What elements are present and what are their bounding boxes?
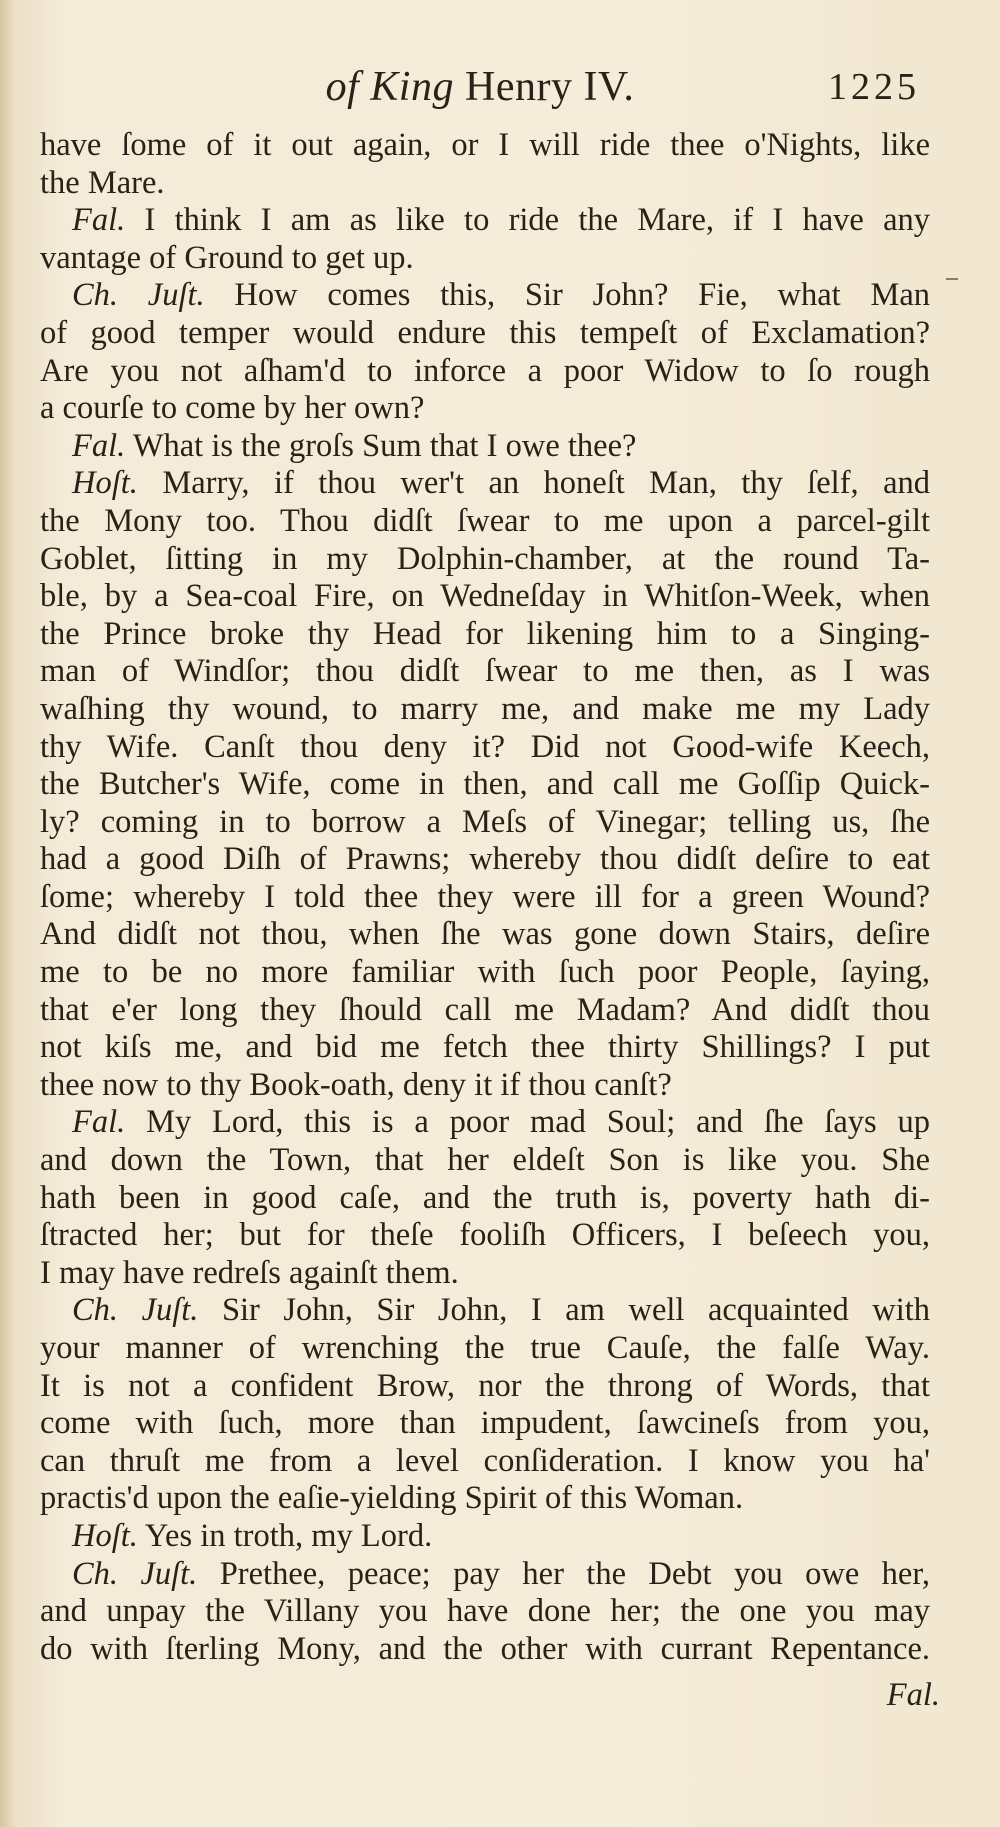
text-line (40, 240, 930, 278)
text-line (40, 127, 930, 165)
line-text: the Mare. (40, 164, 165, 201)
line-text: a courſe to come by her own? (40, 390, 425, 427)
text-line (40, 766, 930, 804)
line-text: had a good Diſh of Prawns; whereby thou didſt deſire to eat (40, 841, 930, 878)
text-line (40, 992, 930, 1030)
speech-line (40, 1104, 930, 1142)
line-text: I think I am as like to ride the Mare, if I have any (144, 202, 930, 239)
line-text: can thruſt me from a level conſideration. I know you ha' (40, 1442, 930, 1479)
text-line (40, 1217, 930, 1255)
text-line (40, 1255, 930, 1293)
text-line (40, 729, 930, 767)
text-line (40, 1593, 930, 1631)
running-title-prefix: of King (325, 64, 454, 110)
speaker-name: Hoſt. (72, 1517, 138, 1554)
line-text: the Butcher's Wife, come in then, and call me Goſſip Quick- (40, 766, 930, 803)
text-line (40, 691, 930, 729)
text-line (40, 541, 930, 579)
speaker-name: Ch. Juſt. (72, 1292, 199, 1329)
margin-mark (946, 278, 958, 280)
line-text: ly? coming in to borrow a Meſs of Vinegar; telling us, ſhe (40, 803, 930, 840)
speaker-name: Fal. (72, 202, 126, 239)
line-text: your manner of wrenching the true Cauſe, the falſe Way. (40, 1330, 930, 1366)
text-line (40, 315, 930, 353)
line-text: I may have redreſs againſt them. (40, 1254, 459, 1291)
line-text: and unpay the Villany you have done her; the one you may (40, 1593, 930, 1630)
line-text: Marry, if thou wer't an honeſt Man, thy ſelf, and (162, 465, 930, 502)
speech-line (40, 1292, 930, 1330)
line-text: that e'er long they ſhould call me Madam? And didſt thou (40, 991, 930, 1028)
line-text: come with ſuch, more than impudent, ſawcineſs from you, (40, 1405, 930, 1442)
text-line (40, 165, 930, 203)
speaker-name: Fal. (72, 427, 126, 464)
text-line (40, 954, 930, 992)
line-text: and down the Town, that her eldeſt Son is like you. She (40, 1142, 930, 1179)
running-header (40, 52, 920, 122)
text-line (40, 1405, 930, 1443)
line-text: It is not a confident Brow, nor the throng of Words, that (40, 1367, 930, 1404)
line-text: me to be no more familiar with ſuch poor People, ſaying, (40, 954, 930, 991)
text-line (40, 1330, 930, 1368)
line-text: waſhing thy wound, to marry me, and make me my Lady (40, 690, 930, 727)
line-text: hath been in good caſe, and the truth is, poverty hath di- (40, 1179, 930, 1216)
line-text: ſtracted her; but for theſe fooliſh Officers, I beſeech you, (40, 1217, 930, 1254)
line-text: And didſt not thou, when ſhe was gone down Stairs, deſire (40, 916, 930, 953)
speaker-name: Hoſt. (72, 465, 138, 502)
speech-line (40, 428, 930, 466)
text-line (40, 804, 930, 842)
speaker-name: Fal. (72, 1104, 126, 1141)
text-line (40, 1142, 930, 1180)
line-text: Yes in troth, my Lord. (144, 1517, 433, 1554)
page-number: 1225 (828, 66, 920, 108)
line-text: vantage of Ground to get up. (40, 239, 414, 276)
speaker-name: Ch. Juſt. (72, 277, 205, 314)
text-line (40, 503, 930, 541)
text-line (40, 1480, 930, 1518)
line-text: have ſome of it out again, or I will ride thee o'Nights, like (40, 127, 930, 163)
catchword: Fal. (886, 1677, 940, 1713)
line-text: practis'd upon the eaſie-yielding Spirit of this Woman. (40, 1480, 744, 1517)
play-text (40, 127, 930, 1668)
running-title-main: Henry IV. (464, 64, 635, 110)
text-line (40, 1631, 930, 1669)
text-line (40, 879, 930, 917)
speech-line (40, 202, 930, 240)
text-line (40, 616, 930, 654)
speech-line (40, 1518, 930, 1556)
line-text: of good temper would endure this tempeſt of Exclamation? (40, 314, 930, 351)
speech-line (40, 1556, 930, 1594)
line-text: the Prince broke thy Head for likening him to a Singing- (40, 615, 930, 652)
line-text: man of Windſor; thou didſt ſwear to me then, as I was (40, 653, 930, 690)
line-text: thy Wife. Canſt thou deny it? Did not Good-wife Keech, (40, 728, 930, 765)
line-text: My Lord, this is a poor mad Soul; and ſhe ſays up (146, 1104, 930, 1141)
text-line (40, 1029, 930, 1067)
line-text: the Mony too. Thou didſt ſwear to me upon a parcel-gilt (40, 502, 930, 539)
line-text: do with ſterling Mony, and the other with currant Repentance. (40, 1630, 930, 1667)
line-text: thee now to thy Book-oath, deny it if thou canſt? (40, 1066, 672, 1103)
text-line (40, 916, 930, 954)
speaker-name: Ch. Juſt. (72, 1555, 198, 1592)
text-line (40, 1067, 930, 1105)
line-text: ble, by a Sea-coal Fire, on Wedneſday in Whitſon-Week, when (40, 578, 930, 615)
line-text: Prethee, peace; pay her the Debt you owe her, (219, 1555, 930, 1592)
running-title (40, 52, 920, 122)
line-text: ſome; whereby I told thee they were ill for a green Wound? (40, 878, 930, 915)
speech-line (40, 277, 930, 315)
text-line (40, 578, 930, 616)
speech-line (40, 465, 930, 503)
text-line (40, 1443, 930, 1481)
text-line (40, 1180, 930, 1218)
text-line (40, 390, 930, 428)
text-line (40, 841, 930, 879)
text-line (40, 1368, 930, 1406)
line-text: How comes this, Sir John? Fie, what Man (234, 277, 930, 314)
line-text: not kiſs me, and bid me fetch thee thirty Shillings? I put (40, 1029, 930, 1066)
line-text: Are you not aſham'd to inforce a poor Widow to ſo rough (40, 352, 930, 389)
text-line (40, 653, 930, 691)
line-text: Sir John, Sir John, I am well acquainted with (221, 1292, 930, 1329)
line-text: Goblet, ſitting in my Dolphin-chamber, at the round Ta- (40, 540, 930, 577)
text-line (40, 353, 930, 391)
line-text: What is the groſs Sum that I owe thee? (132, 427, 637, 464)
page-gutter-shadow (0, 0, 14, 1827)
